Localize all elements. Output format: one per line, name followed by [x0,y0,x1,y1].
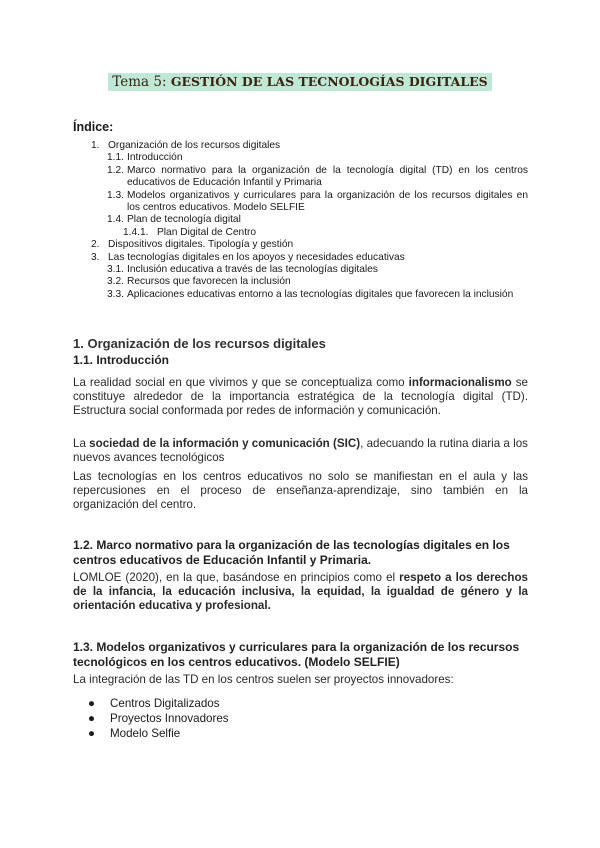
toc-item [73,190,528,215]
toc-item-number: 2. [91,239,100,251]
toc-item [73,227,528,239]
document-title [108,73,491,91]
intro-paragraph-1 [73,376,528,418]
section-1-1-heading: 1.1. Introducción [73,353,170,367]
selfie-bullet-list [73,696,528,741]
intro-p2-a: La [73,437,90,450]
section-1-3-heading: 1.3. Modelos organizativos y curriculares para la organización de los recursos tecnológicos en los centros educativos. (Modelo SELFIE) [73,640,520,669]
bullet-icon: ● [88,697,96,710]
bullet-icon: ● [88,727,96,740]
toc-item-number: 1. [91,140,100,151]
lomloe-a: LOMLOE (2020), en la que, basándose en principios como el [73,571,400,584]
bullet-text: Proyectos Innovadores [110,712,229,725]
index-heading: Índice: [73,120,114,134]
toc-item-text: Plan Digital de Centro [157,226,257,238]
toc-item [73,239,528,251]
toc-item-number: 1.2. [107,164,124,176]
toc-item-text: Organización de los recursos digitales [108,140,281,151]
section-1-2-heading: 1.2. Marco normativo para la organización de las tecnologías digitales en los centros educativos de Educación Infantil y Primaria. [73,538,510,567]
toc-item [73,214,528,226]
toc-item [73,165,528,190]
toc-item [73,152,528,164]
toc-item-text: Modelos organizativos y curriculares para la organización de los recursos digitales en los centros educativos. Modelo SELFIE [127,189,528,214]
toc-item-number: 3.2. [107,276,124,288]
toc-item-number: 1.4.1. [123,226,149,238]
lomloe-bold: respeto a los derechos de la infancia, la educación inclusiva, la equidad, la igualdad de género y la orientación educativa y profesional. [73,571,528,612]
toc-item-number: 1.4. [107,214,124,226]
toc-item [73,140,528,152]
toc-item-number: 1.3. [107,189,124,201]
toc-item-text: Recursos que favorecen la inclusión [127,276,291,288]
bullet-text: Modelo Selfie [110,727,181,740]
bullet-item [73,711,528,726]
toc-item-text: Las tecnologías digitales en los apoyos y necesidades educativas [108,251,405,263]
toc-item-number: 1.1. [107,152,124,164]
title-wrap [0,73,600,91]
bullet-item [73,696,528,711]
section-1-heading: 1. Organización de los recursos digitales [73,336,326,351]
toc-item-number: 3.1. [107,264,124,276]
toc-item [73,289,528,301]
intro-p2-c: , adecuando la rutina diaria a los nuevos avances tecnológicos [73,437,528,464]
toc-item-text: Aplicaciones educativas entorno a las tecnologías digitales que favorecen la inclusión [127,288,514,300]
toc-item-text: Marco normativo para la organización de la tecnología digital (TD) en los centros educativos de Educación Infantil y Primaria [127,164,528,189]
toc-item-text: Introducción [127,152,183,164]
title-main: GESTIÓN DE LAS TECNOLOGÍAS DIGITALES [170,74,488,89]
title-prefix: Tema 5: [112,74,167,90]
bullet-text: Centros Digitalizados [110,697,220,710]
toc-item-number: 3.3. [107,288,124,300]
intro-p1-bold: informacionalismo [408,376,512,389]
toc-item [73,276,528,288]
intro-p1-c: se constituye alrededor de la importancia estratégica de la tecnología digital (TD). Estructura social conformada por redes de información y comunicación. [73,376,528,417]
toc-item-number: 3. [91,251,100,263]
toc-item [73,252,528,264]
intro-p1-a: La realidad social en que vivimos y que se conceptualiza como [73,376,409,389]
lomloe-paragraph [73,571,528,613]
toc-item-text: Plan de tecnología digital [127,214,241,226]
toc-item-text: Inclusión educativa a través de las tecnologías digitales [127,264,378,276]
bullet-icon: ● [88,712,96,725]
bullet-item [73,726,528,741]
intro-p2-bold: sociedad de la información y comunicación (SIC) [89,437,361,450]
intro-paragraph-3: Las tecnologías en los centros educativos no solo se manifiestan en el aula y las repercusiones en el proceso de enseñanza-aprendizaje, sino también en la organización del centro. [73,470,528,511]
selfie-paragraph: La integración de las TD en los centros suelen ser proyectos innovadores: [73,673,454,686]
table-of-contents [73,140,528,301]
toc-item-text: Dispositivos digitales. Tipología y gestión [108,239,294,251]
intro-paragraph-2 [73,437,528,465]
toc-item [73,264,528,276]
